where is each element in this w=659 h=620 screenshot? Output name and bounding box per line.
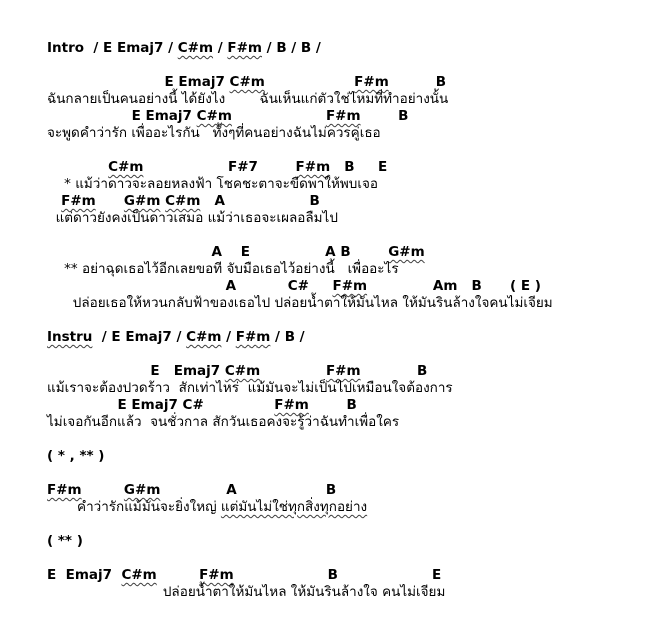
chord-line — [47, 74, 651, 91]
blank-line — [47, 516, 651, 533]
lyric-line — [47, 176, 651, 193]
spellcheck-wavy-token: F#m — [61, 193, 96, 209]
chord-text: A E A B — [47, 244, 389, 260]
lyric-line — [47, 91, 651, 108]
spellcheck-wavy-token: C#m — [108, 159, 144, 175]
blank-line — [47, 142, 651, 159]
spellcheck-wavy-token: F#m — [325, 108, 361, 124]
blank-line — [47, 465, 651, 482]
blank-line — [47, 312, 651, 329]
blank-line — [47, 57, 651, 74]
lyric-line — [47, 125, 651, 142]
lyric-text: ไม่เจอกันอีกแล้ว จนชั่วกาล สักวันเธอคงจะรู้ว่าฉันทำเพื่อใคร — [47, 414, 400, 430]
chord-text — [260, 363, 326, 379]
lyric-line — [47, 261, 651, 278]
lyric-text: จะพูดคำว่ารัก เพื่ออะไรกัน ทั้งๆที่คนอย่างฉันไม่ควรคู่เธอ — [47, 125, 381, 141]
spellcheck-wavy-token: C#m — [186, 329, 222, 345]
blank-line — [47, 346, 651, 363]
chord-text — [232, 108, 326, 124]
spellcheck-wavy-token: F#m — [227, 40, 262, 56]
section-line — [47, 448, 651, 465]
chord-text: Am B ( E ) — [367, 278, 541, 294]
spellcheck-wavy-token: F#m — [274, 397, 309, 413]
chord-line — [47, 193, 651, 210]
chord-text — [265, 74, 354, 90]
lyric-line — [47, 380, 651, 397]
spellcheck-wavy-token: F#m — [325, 363, 361, 379]
chord-text: A B — [160, 482, 337, 498]
song-lines-container — [47, 40, 651, 601]
chord-line — [47, 159, 651, 176]
spellcheck-wavy-token: Instru — [47, 329, 93, 345]
chord-line — [47, 363, 651, 380]
chord-text — [82, 482, 124, 498]
chord-text — [96, 193, 124, 209]
blank-line — [47, 550, 651, 567]
lyric-text: ปล่อยน้ำตาให้มันไหล ให้มันรินล้างใจ คนไม่เจียม — [47, 584, 446, 600]
chord-text: E Emaj7 — [47, 567, 122, 583]
section-line — [47, 329, 651, 346]
lyric-line — [47, 210, 651, 227]
lyric-text: คำว่ารักแม้มันจะยิ่งใหญ่ — [47, 499, 221, 515]
chord-text: E Emaj7 C# — [47, 397, 275, 413]
blank-line — [47, 227, 651, 244]
chord-text: B — [360, 363, 428, 379]
chord-text: ( ** ) — [47, 533, 83, 549]
chord-text: A B — [200, 193, 320, 209]
spellcheck-wavy-token: F#m — [295, 159, 331, 175]
section-line — [47, 533, 651, 550]
spellcheck-wavy-token: C#m — [121, 567, 157, 583]
chord-text: / B / B / — [261, 40, 321, 56]
chord-text: / — [221, 329, 236, 345]
lyric-text: แม้เราจะต้องปวดร้าว สักเท่าไหร่ แม้มันจะไม่เป็นไปเหมือนใจต้องการ — [47, 380, 453, 396]
chord-line — [47, 397, 651, 414]
chord-text: B — [388, 74, 447, 90]
spellcheck-wavy-token: G#m — [123, 193, 161, 209]
chord-line — [47, 482, 651, 499]
spellcheck-wavy-token: C#m — [177, 40, 214, 56]
blank-line — [47, 431, 651, 448]
spellcheck-wavy-token: C#m — [196, 108, 232, 124]
spellcheck-wavy-token: F#m — [199, 567, 234, 583]
chord-text: B E — [330, 159, 388, 175]
chord-text: ( * , ** ) — [47, 448, 105, 464]
chord-text: B — [360, 108, 409, 124]
spellcheck-wavy-token: G#m — [123, 482, 161, 498]
chord-line — [47, 278, 651, 295]
chord-text: A C# — [47, 278, 333, 294]
spellcheck-wavy-token: G#m — [388, 244, 425, 260]
chord-text: B E — [233, 567, 442, 583]
spellcheck-wavy-token: แต่มันไม่ใช่ทุกสิ่งทุกอย่าง — [220, 499, 368, 515]
chord-line — [47, 567, 651, 584]
lyric-line — [47, 584, 651, 601]
chord-text: / E Emaj7 / — [92, 329, 187, 345]
spellcheck-wavy-token: C#m — [224, 363, 261, 379]
lyric-line — [47, 499, 651, 516]
lyric-text: ** อย่าฉุดเธอไว้อีกเลยขอที จับมือเธอไว้อย่างนี้ เพื่ออะไร — [47, 261, 399, 277]
lyric-text: * แม้ว่าดาวจะลอยหลงฟ้า โชคชะตาจะขีดพาให้พบเจอ — [47, 176, 378, 192]
lyric-text: ฉันกลายเป็นคนอย่างนี้ ได้ยังไง ฉันเห็นแก่ตัวใช่ไหมที่ทำอย่างนั้น — [47, 91, 449, 107]
chord-text: F#7 — [143, 159, 296, 175]
lyric-text: ปล่อยเธอให้หวนกลับฟ้าของเธอไป ปล่อยน้ำตาให้มันไหล ให้มันรินล้างใจคนไม่เจียม — [47, 295, 553, 311]
lyric-text: แต่ดาวยังคงเป็นดาวเสมอ แม้ว่าเธอจะเผลอลืมไป — [47, 210, 338, 226]
spellcheck-wavy-token: F#m — [332, 278, 368, 294]
chord-line — [47, 244, 651, 261]
chord-text — [47, 159, 108, 175]
chord-text: E Emaj7 — [47, 363, 225, 379]
chord-text — [47, 193, 61, 209]
spellcheck-wavy-token: F#m — [235, 329, 271, 345]
chord-text: E Emaj7 — [47, 74, 230, 90]
spellcheck-wavy-token: F#m — [47, 482, 82, 498]
lyric-line — [47, 414, 651, 431]
chord-text: B — [308, 397, 357, 413]
spellcheck-wavy-token: C#m — [229, 74, 265, 90]
chord-line — [47, 108, 651, 125]
chord-text — [157, 567, 199, 583]
lyric-line — [47, 295, 651, 312]
chord-text: Intro / E Emaj7 / — [47, 40, 178, 56]
chord-text: / B / — [270, 329, 305, 345]
spellcheck-wavy-token: C#m — [165, 193, 201, 209]
chord-text: E Emaj7 — [47, 108, 197, 124]
section-line — [47, 40, 651, 57]
chord-text: / — [213, 40, 228, 56]
spellcheck-wavy-token: F#m — [354, 74, 389, 90]
